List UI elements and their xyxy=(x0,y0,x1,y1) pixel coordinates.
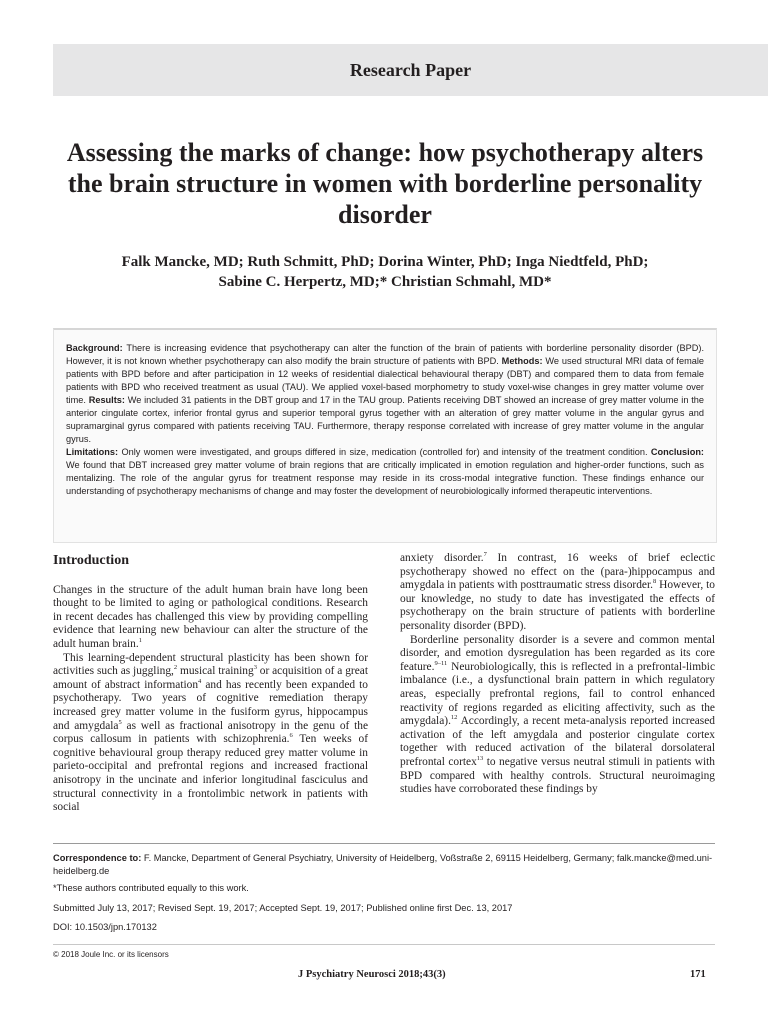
page-number: 171 xyxy=(690,969,706,980)
correspondence-label: Correspondence to: xyxy=(53,853,142,863)
footnote-divider xyxy=(53,843,715,844)
reference-marker: 6 xyxy=(289,732,293,740)
journal-citation: J Psychiatry Neurosci 2018;43(3) xyxy=(298,969,446,980)
intro-paragraph-2-continued xyxy=(400,552,715,634)
intro-p2-text-a: This learning-dependent structural plasticity has been shown for activities such as juggling, xyxy=(53,651,368,678)
abstract-background-text: There is increasing evidence that psychotherapy can alter the function of the brain of patients with borderline personality disorder (BPD). However, it is not known whether psychotherapy can also modify the brain structure of patients with BPD. xyxy=(66,343,704,366)
body-column-left xyxy=(53,552,368,815)
abstract-methods-text: We used structural MRI data of female patients with BPD before and after participation in 12 weeks of residential dialectical behavioural therapy (DBT) and compared them to data from female patients with BPD who received treatment as usual (TAU). We applied voxel-based morphometry to study voxel-wise changes in grey matter volume over time. xyxy=(66,356,704,405)
footer-divider xyxy=(53,944,715,945)
reference-marker: 9–11 xyxy=(434,659,448,667)
intro-paragraph-1 xyxy=(53,584,368,652)
section-heading-introduction: Introduction xyxy=(53,553,129,568)
reference-marker: 1 xyxy=(138,637,142,645)
abstract-conclusion-label: Conclusion: xyxy=(650,447,704,457)
abstract-conclusion-text: We found that DBT increased grey matter volume of brain regions that are critically implicated in emotion regulation and higher-order functions, such as mentalizing. The role of the angular gyrus for treatment response may reside in its cross-modal integrative function. These findings enhance our understanding of psychotherapy mechanisms of change and may foster the development of neurobiologically informed therapeutic interventions. xyxy=(66,460,704,496)
authors-line-1: Falk Mancke, MD; Ruth Schmitt, PhD; Dorina Winter, PhD; Inga Niedtfeld, PhD; xyxy=(121,254,649,270)
copyright-note: © 2018 Joule Inc. or its licensors xyxy=(53,950,169,959)
intro-r-text-b: In contrast, 16 weeks of brief eclectic psychotherapy showed no effect on the (para-)hippocampus and amygdala in patients with posttraumatic stress disorder. xyxy=(400,552,715,592)
abstract-limitations-label: Limitations: xyxy=(66,447,119,457)
submission-dates: Submitted July 13, 2017; Revised Sept. 19, 2017; Accepted Sept. 19, 2017; Published online first Dec. 13, 2017 xyxy=(53,903,513,913)
section-header-band xyxy=(53,44,768,96)
intro-p3-text-b: Neurobiologically, this is reflected in a prefrontal-limbic imbalance (i.e., a dysfunctional brain pattern in which regulatory areas, especially prefrontal regions, fail to control enhanced reactivity of regions regarded as eliciting affectivity, such as the amygdala). xyxy=(400,660,715,728)
abstract-results-text: We included 31 patients in the DBT group and 17 in the TAU group. Patients receiving DBT showed an increase of grey matter volume in the anterior cingulate cortex, inferior frontal gyrus and superior temporal gyrus together with an alteration of grey matter volume in the angular gyrus and supramarginal gyrus compared with patients receiving TAU. Furthermore, therapy response correlated with increase of grey matter volume in the angular gyrus. xyxy=(66,395,705,444)
intro-p3-text-d: to negative versus neutral stimuli in patients with BPD compared with healthy controls. Structural neuroimaging studies have corroborated these findings by xyxy=(400,755,716,796)
abstract-text xyxy=(66,342,704,498)
intro-p3-text-c: Accordingly, a recent meta-analysis reported increased activation of the left amygdala and posterior cingulate cortex together with reduced activation of the bilateral dorsolateral prefrontal cortex xyxy=(400,715,715,768)
intro-p1-text: Changes in the structure of the adult human brain have long been thought to be limited to aging or pathological conditions. Research in recent decades has challenged this view by providing compelling evidence that learning new behaviour can alter the structure of the adult human brain. xyxy=(53,583,368,650)
intro-paragraph-2 xyxy=(53,652,368,815)
body-column-right xyxy=(400,552,715,797)
intro-r-text-c: However, to our knowledge, no study to date has investigated the effects of psychotherapy on the brain structure of patients with borderline personality disorder (BPD). xyxy=(400,579,715,632)
intro-r-text-a: anxiety disorder. xyxy=(400,552,484,564)
reference-marker: 12 xyxy=(450,714,458,722)
reference-marker: 8 xyxy=(652,578,657,586)
correspondence-note xyxy=(53,852,715,878)
intro-paragraph-3 xyxy=(400,634,715,797)
authors-line-2: Sabine C. Herpertz, MD;* Christian Schmahl, MD* xyxy=(218,274,552,290)
doi: DOI: 10.1503/jpn.170132 xyxy=(53,922,157,932)
intro-p2-text-e: as well as fractional anisotropy in the genu of the corpus callosum in patients with schizophrenia. xyxy=(53,719,368,746)
intro-p2-text-d: and has recently been expanded to psychotherapy. Two years of cognitive remediation therapy increased grey matter volume in the fusiform gyrus, hippocampus and amygdala xyxy=(53,678,368,732)
abstract-background-label: Background: xyxy=(66,343,123,353)
reference-marker: 3 xyxy=(253,664,257,672)
reference-marker: 2 xyxy=(173,664,178,672)
equal-contribution-note: *These authors contributed equally to this work. xyxy=(53,883,249,893)
intro-p2-text-b: musical training xyxy=(177,665,254,678)
intro-p3-text-a: Borderline personality disorder is a severe and common mental disorder, and emotion dysregulation has been regarded as its core feature. xyxy=(400,633,715,673)
abstract-limitations-text: Only women were investigated, and groups differed in size, medication (controlled for) and intensity of the treatment condition. xyxy=(118,447,651,457)
reference-marker: 5 xyxy=(118,718,122,726)
abstract-results-label: Results: xyxy=(88,395,125,405)
reference-marker: 13 xyxy=(476,755,484,763)
correspondence-text: F. Mancke, Department of General Psychiatry, University of Heidelberg, Voßstraße 2, 69115 Heidelberg, Germany; falk.mancke@med.uni-heidelberg.de xyxy=(53,853,713,876)
abstract-box xyxy=(53,328,717,543)
reference-marker: 7 xyxy=(483,551,487,559)
author-list xyxy=(60,252,710,292)
reference-marker: 4 xyxy=(198,677,202,685)
article-title: Assessing the marks of change: how psychotherapy alters the brain structure in women with borderline personality disorder xyxy=(66,138,704,229)
section-label: Research Paper xyxy=(349,60,472,80)
abstract-methods-label: Methods: xyxy=(501,356,543,366)
intro-p2-text-c: or acquisition of a great amount of abstract information xyxy=(53,665,368,691)
intro-p2-text-f: Ten weeks of cognitive behavioural group therapy reduced grey matter volume in parieto-occipital and prefrontal regions and increased fractional anisotropy in the uncinate and inferior longitudinal fasciculus and structural connectivity in a frontolimbic network in patients with social xyxy=(53,733,368,814)
